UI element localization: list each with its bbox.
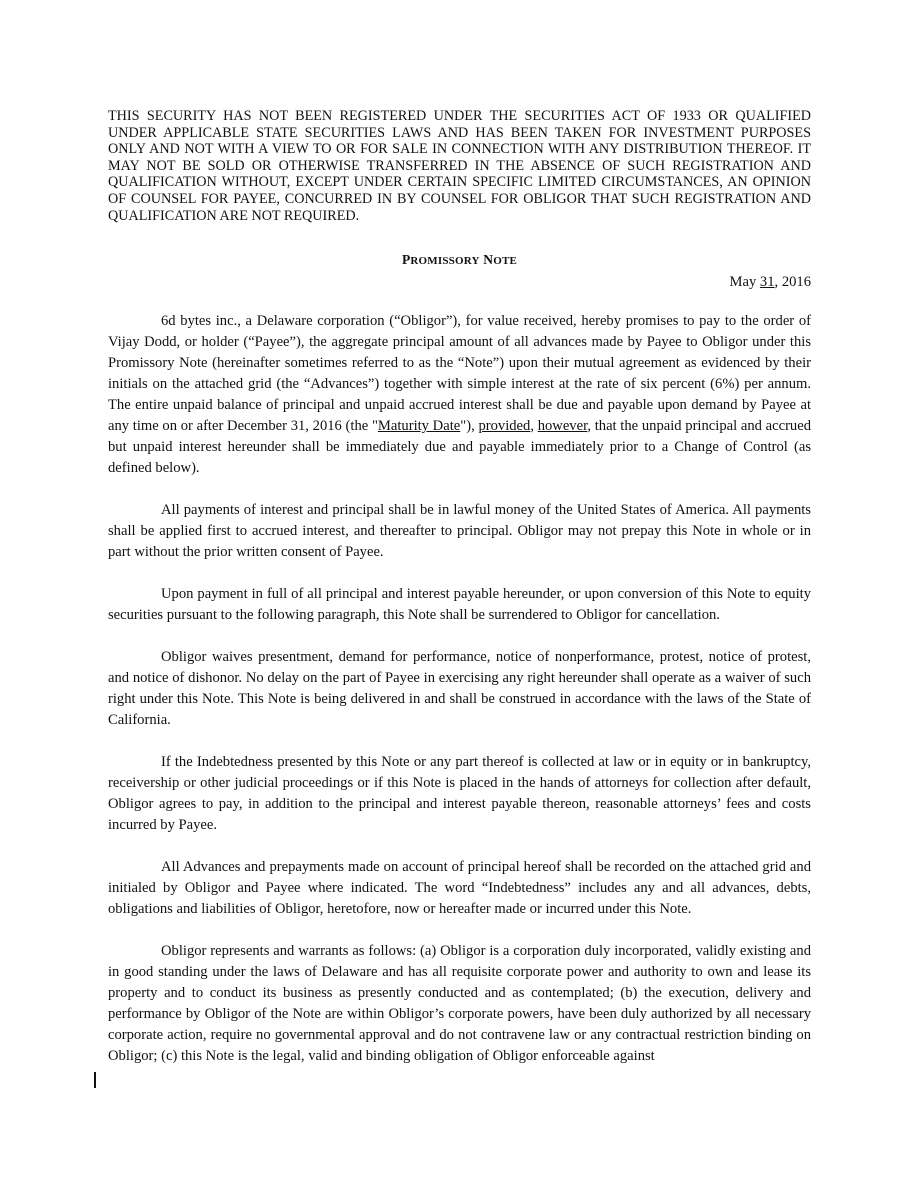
- title-letter-p: P: [401, 252, 411, 268]
- paragraph-representations: Obligor represents and warrants as follows: (a) Obligor is a corporation duly incorporated, validly existing and in good standing under the laws of Delaware and has all requisite corporate power and authority to own and lease its property and to conduct its business as presently conducted and as contemplated; (b) the execution, delivery and performance by Obligor of the Note are within Obligor’s corporate powers, have been duly authorized by all necessary corporate action, require no governmental approval and do not contravene law or any contractual restriction binding on Obligor; (c) this Note is the legal, valid and binding obligation of Obligor enforceable against: [108, 943, 811, 1065]
- date-month: May: [729, 274, 757, 291]
- date-year: , 2016: [774, 274, 811, 291]
- document-page: [108, 108, 811, 1067]
- p1-text-d: , that the unpaid principal and accrued but unpaid interest hereunder shall be immediately due and payable immediately prior to a Change of Control (as defined below).: [108, 418, 811, 477]
- provided-term: provided: [478, 418, 531, 435]
- p1-text-b: "),: [460, 418, 479, 435]
- title-word-romissory: ROMISSORY: [410, 255, 480, 268]
- securities-legend: THIS SECURITY HAS NOT BEEN REGISTERED UNDER THE SECURITIES ACT OF 1933 OR QUALIFIED UNDER APPLICABLE STATE SECURITIES LAWS AND HAS BEEN TAKEN FOR INVESTMENT PURPOSES ONLY AND NOT WITH A VIEW TO OR FOR SALE IN CONNECTION WITH ANY DISTRIBUTION THEREOF. IT MAY NOT BE SOLD OR OTHERWISE TRANSFERRED IN THE ABSENCE OF SUCH REGISTRATION AND QUALIFICATION WITHOUT, EXCEPT UNDER CERTAIN SPECIFIC LIMITED CIRCUMSTANCES, AN OPINION OF COUNSEL FOR PAYEE, CONCURRED IN BY COUNSEL FOR OBLIGOR THAT SUCH REGISTRATION AND QUALIFICATION ARE NOT REQUIRED.: [108, 108, 811, 224]
- document-title: [108, 252, 811, 268]
- p1-text-c: ,: [530, 418, 538, 435]
- paragraph-advances: All Advances and prepayments made on account of principal hereof shall be recorded on the attached grid and initialed by Obligor and Payee where indicated. The word “Indebtedness” includes any and all advances, debts, obligations and liabilities of Obligor, heretofore, now or hereafter made or incurred under this Note.: [108, 859, 811, 918]
- paragraph-waiver: Obligor waives presentment, demand for performance, notice of nonperformance, protest, notice of protest, and notice of dishonor. No delay on the part of Payee in exercising any right hereunder shall operate as a waiver of such right under this Note. This Note is being delivered in and shall be construed in accordance with the laws of the State of California.: [108, 649, 811, 729]
- paragraph-surrender: Upon payment in full of all principal and interest payable hereunder, or upon conversion of this Note to equity securities pursuant to the following paragraph, this Note shall be surrendered to Obligor for cancellation.: [108, 586, 811, 624]
- maturity-date-term: Maturity Date: [377, 418, 461, 435]
- note-date: [108, 272, 811, 292]
- paragraph-obligation: [108, 311, 811, 479]
- paragraph-payments: All payments of interest and principal shall be in lawful money of the United States of America. All payments shall be applied first to accrued interest, and thereafter to principal. Obligor may not prepay this Note in whole or in part without the prior written consent of Payee.: [108, 502, 811, 561]
- title-word-ote: OTE: [493, 255, 518, 268]
- title-letter-n: N: [483, 252, 494, 268]
- however-term: however: [537, 418, 588, 435]
- date-day: 31: [759, 274, 775, 291]
- text-cursor: [94, 1072, 96, 1088]
- paragraph-collection-costs: If the Indebtedness presented by this Note or any part thereof is collected at law or in equity or in bankruptcy, receivership or other judicial proceedings or if this Note is placed in the hands of attorneys for collection after default, Obligor agrees to pay, in addition to the principal and interest payable thereon, reasonable attorneys’ fees and costs incurred by Payee.: [108, 754, 811, 834]
- p1-text-a: 6d bytes inc., a Delaware corporation (“Obligor”), for value received, hereby promises to pay to the order of Vijay Dodd, or holder (“Payee”), the aggregate principal amount of all advances made by Payee to Obligor under this Promissory Note (hereinafter sometimes referred to as the “Note”) upon their mutual agreement as evidenced by their initials on the attached grid (the “Advances”) together with simple interest at the rate of six percent (6%) per annum. The entire unpaid balance of principal and unpaid accrued interest shall be due and payable upon demand by Payee at any time on or after December 31, 2016 (the ": [108, 313, 811, 435]
